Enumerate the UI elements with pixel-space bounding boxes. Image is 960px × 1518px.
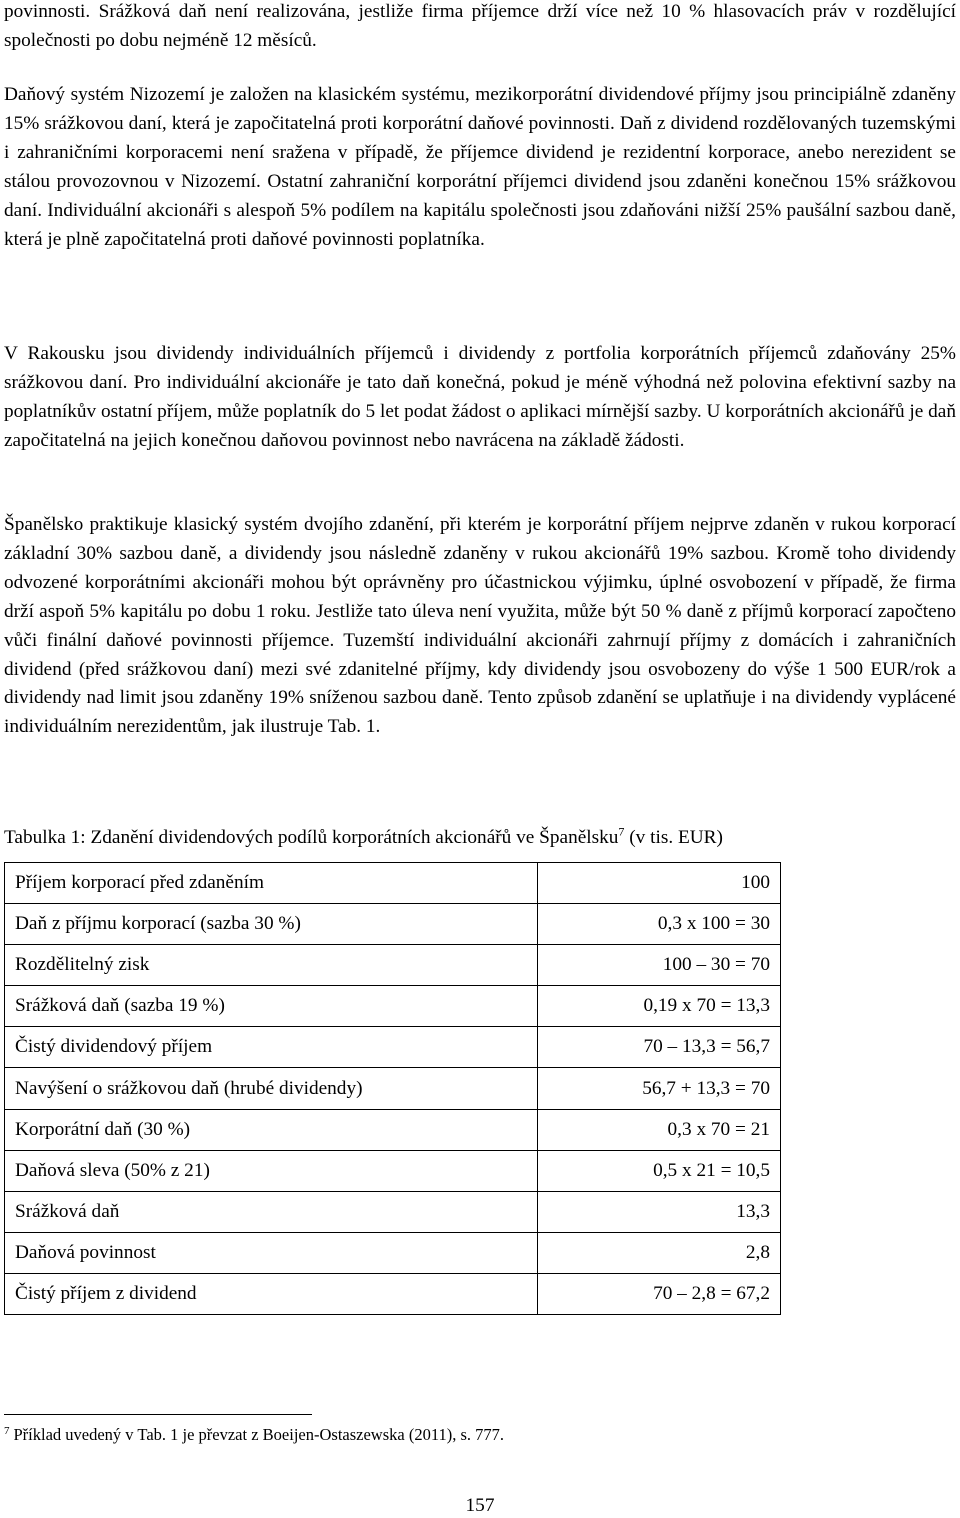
paragraph: V Rakousku jsou dividendy individuálních příjemců i dividendy z portfolia korporátních příjemců zdaňovány 25% srážkovou daní. Pro individuální akcionáře je tato daň konečná, pokud je méně výhodná než polovina efektivní sazby na poplatníkův ostatní příjem, může poplatník do 5 let podat žádost o aplikaci mírnější sazby. U korporátních akcionářů je daň započitatelná na jejich konečnou daňovou povinnost nebo navrácena na základě žádosti.	[4, 343, 956, 451]
table-row	[5, 904, 781, 945]
table-cell-value: 100	[538, 863, 781, 904]
table-caption	[4, 824, 956, 852]
paragraph: povinnosti. Srážková daň není realizována, jestliže firma příjemce drží více než 10 % hlasovacích práv v rozdělující společnosti po dobu nejméně 12 měsíců.	[4, 1, 956, 51]
table-row	[5, 945, 781, 986]
table-cell-value: 13,3	[538, 1191, 781, 1232]
table-cell-label: Srážková daň	[5, 1191, 538, 1232]
footnote-divider	[4, 1414, 312, 1415]
table-cell-label: Rozdělitelný zisk	[5, 945, 538, 986]
table-cell-label: Daňová sleva (50% z 21)	[5, 1150, 538, 1191]
table-row	[5, 1150, 781, 1191]
paragraph: Daňový systém Nizozemí je založen na klasickém systému, mezikorporátní dividendové příjmy jsou principiálně zdaněny 15% srážkovou daní, která je započitatelná proti korporátní daňové povinnosti. Daň z dividend rozdělovaných tuzemskými i zahraničními korporacemi není sražena v případě, že příjemce dividend je rezidentní korporace, anebo nerezident se stálou provozovnou v Nizozemí. Ostatní zahraniční korporátní příjemci dividend jsou zdaněni konečnou 15% srážkovou daní. Individuální akcionáři s alespoň 5% podílem na kapitálu společnosti jsou zdaňováni nižší 25% paušální sazbou daně, která je plně započitatelná proti daňové povinnosti poplatníka.	[4, 84, 956, 250]
table-row	[5, 1232, 781, 1273]
table-cell-value: 0,5 x 21 = 10,5	[538, 1150, 781, 1191]
table-cell-value: 100 – 30 = 70	[538, 945, 781, 986]
table-cell-value: 70 – 2,8 = 67,2	[538, 1273, 781, 1314]
tax-table	[4, 862, 781, 1315]
footnote-marker: 7	[4, 1424, 10, 1437]
table-cell-value: 0,19 x 70 = 13,3	[538, 986, 781, 1027]
table-row	[5, 986, 781, 1027]
table-cell-label: Daňová povinnost	[5, 1232, 538, 1273]
table-cell-value: 56,7 + 13,3 = 70	[538, 1068, 781, 1109]
table-cell-label: Daň z příjmu korporací (sazba 30 %)	[5, 904, 538, 945]
table-row	[5, 1027, 781, 1068]
table-row	[5, 863, 781, 904]
table-cell-label: Navýšení o srážkovou daň (hrubé dividendy)	[5, 1068, 538, 1109]
table-row	[5, 1109, 781, 1150]
table-caption-suffix: (v tis. EUR)	[624, 827, 723, 848]
table-cell-label: Příjem korporací před zdaněním	[5, 863, 538, 904]
table-row	[5, 1068, 781, 1109]
paragraph: Španělsko praktikuje klasický systém dvojího zdanění, při kterém je korporátní příjem nejprve zdaněn v rukou korporací základní 30% sazbou daně, a dividendy jsou následně zdaněny v rukou akcionářů 19% sazbou. Kromě toho dividendy odvozené korporátními akcionáři mohou být oprávněny pro účastnickou výjimku, úplné osvobození v případě, že firma drží aspoň 5% kapitálu po dobu 1 roku. Jestliže tato úleva není využita, může být 50 % daně z příjmů korporací započteno vůči finální daňové povinnosti příjemce. Tuzemští individuální akcionáři zahrnují příjmy z domácích i zahraničních dividend (před srážkovou daní) mezi své zdanitelné příjmy, kdy dividendy jsou osvobozeny do výše 1 500 EUR/rok a dividendy nad limit jsou zdaněny 19% sníženou sazbou daně. Tento způsob zdanění se uplatňuje i na dividendy vyplácené individuálním nerezidentům, jak ilustruje Tab. 1.	[4, 514, 956, 738]
table-cell-label: Čistý příjem z dividend	[5, 1273, 538, 1314]
table-cell-value: 70 – 13,3 = 56,7	[538, 1027, 781, 1068]
table-cell-value: 0,3 x 100 = 30	[538, 904, 781, 945]
page-number: 157	[465, 1495, 495, 1516]
table-cell-value: 2,8	[538, 1232, 781, 1273]
table-cell-label: Čistý dividendový příjem	[5, 1027, 538, 1068]
table-row	[5, 1273, 781, 1314]
table-caption-text: Tabulka 1: Zdanění dividendových podílů korporátních akcionářů ve Španělsku	[4, 827, 619, 848]
table-cell-label: Korporátní daň (30 %)	[5, 1109, 538, 1150]
footnote	[4, 1424, 944, 1446]
footnote-text: Příklad uvedený v Tab. 1 je převzat z Boeijen-Ostaszewska (2011), s. 777.	[13, 1425, 505, 1444]
footnote-reference: 7	[618, 824, 625, 839]
table-cell-label: Srážková daň (sazba 19 %)	[5, 986, 538, 1027]
table-row	[5, 1191, 781, 1232]
table-cell-value: 0,3 x 70 = 21	[538, 1109, 781, 1150]
